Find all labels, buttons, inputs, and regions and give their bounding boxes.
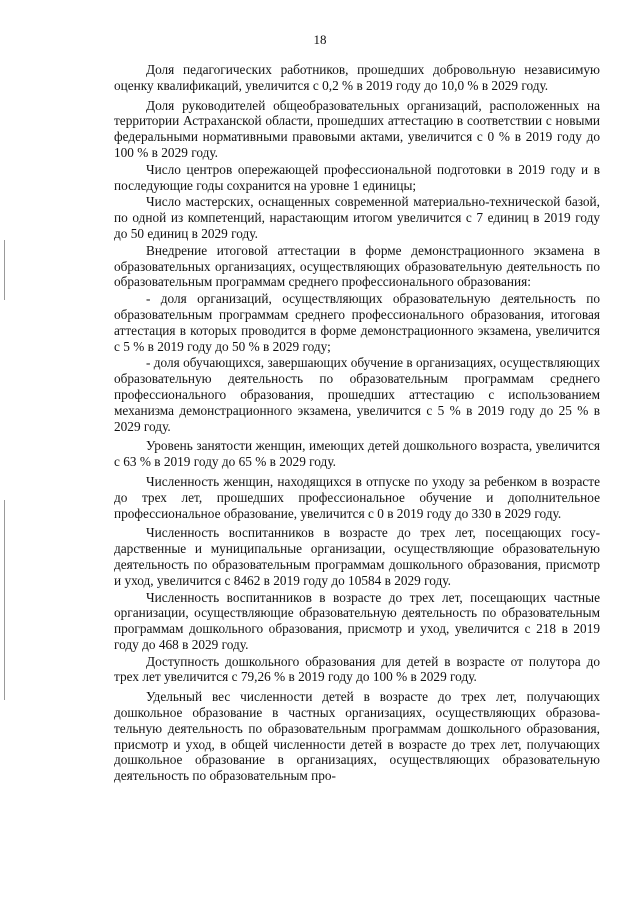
paragraph-women-parental-leave: Численность женщин, находящихся в отпуске по уходу за ребенком в возрасте до трех лет, прошедших профессиональное обучение и дополнительное профессиональное образование, увеличится с 0 в 2019 году до 330 в 2029 году.: [114, 473, 600, 521]
paragraph-training-centers: Число центров опережающей профессиональной подготовки в 2019 году и в последующие годы сохранится на уровне 1 единицы;: [114, 161, 600, 193]
paragraph-pupils-private-organizations: Численность воспитанников в возрасте до трех лет, посещающих частные организации, осуществляющие образовательную деятельность по образовательным программам дошкольного образования, присмотр и уход, увеличится с 218 в 2019 году до 468 в 2029 году.: [114, 589, 600, 652]
paragraph-demo-exam-organizations: - доля организаций, осуществляющих образовательную деятельность по образовательным программам среднего профессионального образования, итоговая аттестация в которых проводится в форме демонстрационного экзамена, увеличится с 5 % в 2019 году до 50 % в 2029 году;: [114, 291, 600, 354]
scan-margin-mark: [4, 500, 5, 700]
paragraph-private-preschool-share: Удельный вес численности детей в возрасте до трех лет, получающих дошкольное образование в частных организациях, осуществляющих образовательную деятельность по образовательным программам дошкольного образования, присмотр и уход, в общей численности детей в возрасте до трех лет, получающих дошкольное образование в организациях, осуществляющих образовательную деятельность по образовательным про-: [114, 689, 600, 784]
paragraph-workshops: Число мастерских, оснащенных современной материально-технической базой, по одной из компетенций, нарастающим итогом увеличится с 7 единиц в 2019 году до 50 единиц в 2029 году.: [114, 194, 600, 241]
scan-margin-mark: [4, 240, 5, 300]
page-number: 18: [313, 32, 327, 47]
paragraph-demo-exam: Внедрение итоговой аттестации в форме демонстрационного экзамена в образовательных организациях, осуществляющих образовательную деятельность по образовательным программам среднего профессионального образования:: [114, 242, 600, 290]
paragraph-preschool-accessibility: Доступность дошкольного образования для детей в возрасте от полутора до трех лет увеличится с 79,26 % в 2019 году до 100 % в 2029 году.: [114, 653, 600, 685]
paragraph-women-employment: Уровень занятости женщин, имеющих детей дошкольного возраста, увеличится с 63 % в 2019 году до 65 % в 2029 году.: [114, 438, 600, 470]
paragraph-pupils-state-organizations: Численность воспитанников в возрасте до трех лет, посещающих государственные и муниципальные организации, осуществляющие образовательную деятельность по образовательным программам дошкольного образования, присмотр и уход, увеличится с 8462 в 2019 году до 10584 в 2029 году.: [114, 525, 600, 588]
paragraph-teacher-assessment: Доля педагогических работников, прошедших добровольную независимую оценку квалификаций, увеличится с 0,2 % в 2019 году до 10,0 % в 2029 году.: [114, 62, 600, 93]
document-body: [114, 62, 600, 785]
paragraph-school-leaders-attestation: Доля руководителей общеобразовательных организаций, расположенных на территории Астраханской области, прошедших аттестацию в соответствии с новыми федеральными нормативными правовыми актами, увеличится с 0 % в 2019 году до 100 % в 2029 году.: [114, 97, 600, 160]
paragraph-demo-exam-students: - доля обучающихся, завершающих обучение в организациях, осуществляющих образовательную деятельность по образовательным программам среднего профессионального образования, прошедших аттестацию с использованием механизма демонстрационного экзамена, увеличится с 5 % в 2019 году до 25 % в 2029 году.: [114, 355, 600, 434]
